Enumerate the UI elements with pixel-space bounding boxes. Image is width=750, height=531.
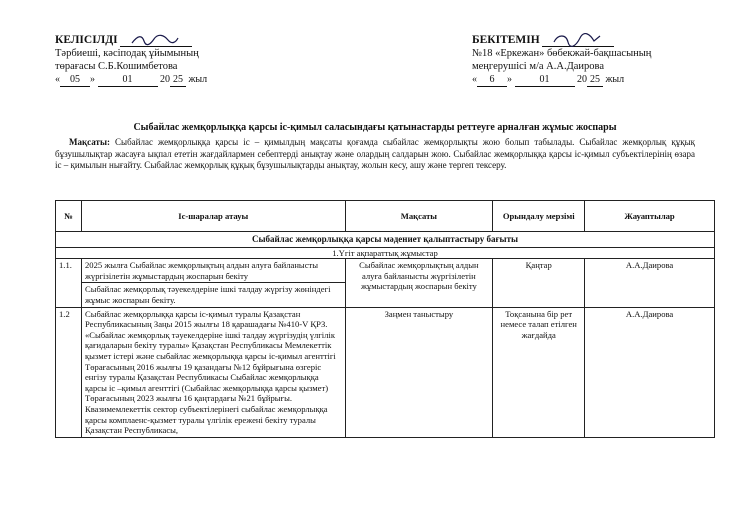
header-goal: Мақсаты xyxy=(345,201,493,232)
header-number: № xyxy=(56,201,82,232)
approval-block-right xyxy=(472,34,651,87)
agreed-name: төрағасы С.Б.Кошимбетова xyxy=(55,61,178,72)
table-header-row xyxy=(56,201,715,232)
row-goal: Заңмен таныстыру xyxy=(345,307,493,437)
work-plan-table xyxy=(55,200,715,438)
row-number: 1.1. xyxy=(56,259,82,307)
row-responsible: А.А.Даирова xyxy=(585,307,715,437)
agreed-year-word: жыл xyxy=(188,74,208,85)
row-activity-name-secondary: Сыбайлас жемқорлық тәуекелдеріне ішкі талдау жүргізу жөніндегі жұмыс жоспарын бекіту. xyxy=(81,283,345,307)
row-responsible: А.А.Даирова xyxy=(585,259,715,307)
agreed-position: Тәрбиеші, кәсіподақ ұйымының xyxy=(55,48,199,59)
agreed-heading: КЕЛІСІЛДІ xyxy=(55,34,118,46)
agreed-year-suffix: 25 xyxy=(170,73,186,87)
row-number: 1.2 xyxy=(56,307,82,437)
row-activity-name: 2025 жылға Сыбайлас жемқорлықтың алдын алуға байланысты жүргізілетін жұмыстардың жоспарын бекіту xyxy=(81,259,345,283)
agreed-year-prefix: 20 xyxy=(160,74,170,85)
approve-year-word: жыл xyxy=(605,74,625,85)
purpose-paragraph xyxy=(55,137,695,172)
agreed-day: 05 xyxy=(60,73,90,87)
approve-day: 6 xyxy=(477,73,507,87)
section-row xyxy=(56,232,715,248)
agreed-month: 01 xyxy=(98,73,158,87)
document-title: Сыбайлас жемқорлыққа қарсы іс-қимыл саласындағы қатынастарды реттеуге арналған жұмыс жоспары xyxy=(133,122,617,133)
subsection-row xyxy=(56,247,715,259)
section-title: Сыбайлас жемқорлыққа қарсы мәдениет қалыптастыру бағыты xyxy=(56,232,715,248)
table-row xyxy=(56,259,715,283)
approval-block-left xyxy=(55,34,207,87)
approve-date: « 6 » 01 20 25 жыл xyxy=(472,74,625,85)
subsection-title: 1.Үгіт ақпараттық жұмыстар xyxy=(56,247,715,259)
purpose-label: Мақсаты: xyxy=(69,137,110,147)
signature-line-left xyxy=(120,36,192,47)
row-deadline: Тоқсанына бір рет немесе талап етілген жағдайда xyxy=(493,307,585,437)
approve-year-prefix: 20 xyxy=(577,74,587,85)
approve-year-suffix: 25 xyxy=(587,73,603,87)
agreed-date: « 05 » 01 20 25 жыл xyxy=(55,74,208,85)
table-row xyxy=(56,307,715,437)
signature-line-right xyxy=(542,36,614,47)
row-deadline: Қаңтар xyxy=(493,259,585,307)
signature-mark-left xyxy=(130,33,180,47)
approve-heading: БЕКІТЕМІН xyxy=(472,34,540,46)
signature-mark-right xyxy=(552,33,602,47)
approve-position: №18 «Еркежан» бөбекжай-бақшасының xyxy=(472,48,652,59)
header-deadline: Орындалу мерзімі xyxy=(493,201,585,232)
row-activity-name: Сыбайлас жемқорлыққа қарсы іс-қимыл туралы Қазақстан Республикасының Заңы 2015 жылғы 18 қарашадағы №410-V ҚРЗ. «Сыбайлас жемқорлық тәуекелдеріне ішкі талдау жүргізудің үлгілік қағидаларын бекіту туралы» Қазақстан Республикасы Мемлекеттік қызмет істері және сыбайлас жемқорлыққа қарсы іс-қимыл агенттігі Төрағасының 2016 жылғы 19 қазандағы №12 бұйрығына өзгеріс енгізу туралы Қазақстан Республикасы Сыбайлас жемқорлыққа қарсы іс –қимыл агенттігі (Сыбайлас жемқорлыққа қарсы қызмет) Төрағасының 2023 жылғы 16 қаңтардағы №21 бұйрығы. Квазимемлекеттік сектор субъектілерінегі сыбайлас жемқорлыққа қарсы комплаенс-қызмет туралы үлгілік ережені бекіту туралы Қазақстан Республикасы, xyxy=(81,307,345,437)
purpose-text: Сыбайлас жемқорлыққа қарсы іс – қимылдың мақсаты қоғамда сыбайлас жемқорлықты жою болып табылады. Сыбайлас жемқорлық құқық бұзушылықтар жасауға ықпал ететін жағдайлармен себептерді анықтау және олардың салдарын жою. Сыбайлас жемқорлыққа қарсы іс-қимыл субъектілерінің өзара іс – қимылын нығайту. Сыбайлас жемқорлық құқық бұзушылықтарды анықтау, жолын кесу, ашу және тергеп тексеру. xyxy=(55,137,695,170)
header-responsible: Жауаптылар xyxy=(585,201,715,232)
header-activity-name: Іс-шаралар атауы xyxy=(81,201,345,232)
approve-name: меңгерушісі м/а А.А.Даирова xyxy=(472,61,605,72)
row-goal: Сыбайлас жемқорлықтың алдын алуға байланысты жүргізілетін жұмыстардың жоспарын бекіту xyxy=(345,259,493,307)
approve-month: 01 xyxy=(515,73,575,87)
